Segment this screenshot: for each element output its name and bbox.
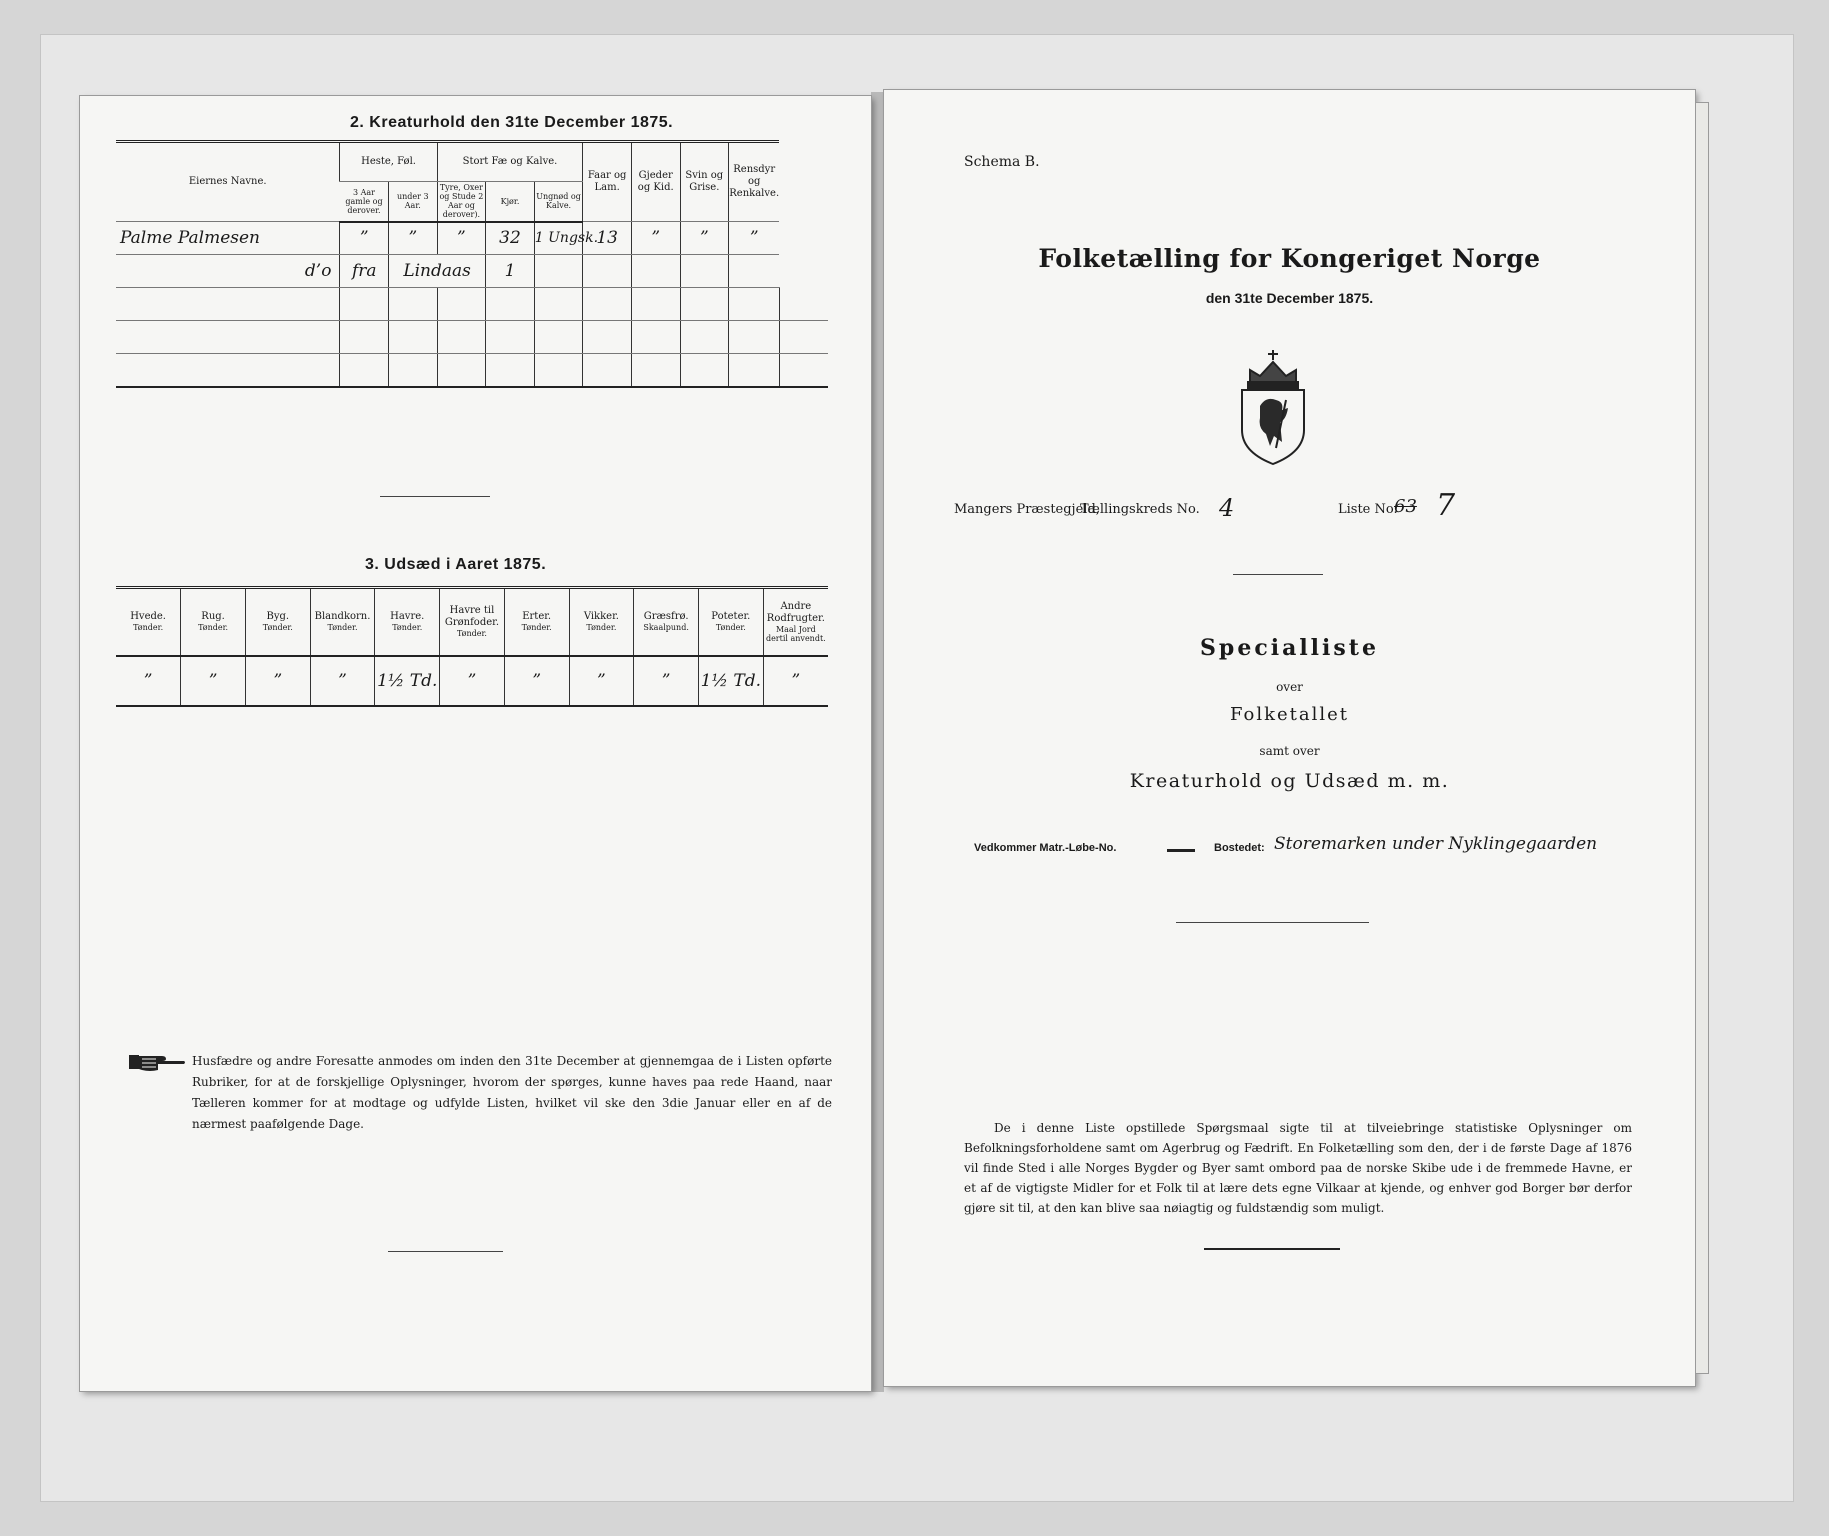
table-cell xyxy=(534,255,583,288)
page-title: Folketælling for Kongeriget Norge xyxy=(1038,244,1541,273)
cows-header: Kjør. xyxy=(486,182,535,222)
sowing-header-unit: Maal Jord dertil anvendt. xyxy=(765,624,826,643)
sowing-header xyxy=(763,588,828,656)
parish-label: Mangers Præstegjeld, xyxy=(954,502,1100,517)
owner-cell: d’o xyxy=(116,255,340,288)
table-cell: ” xyxy=(440,656,505,706)
census-date: den 31te December 1875. xyxy=(1205,290,1374,306)
matr-label: Vedkommer Matr.-Løbe-No. xyxy=(974,842,1117,854)
matr-dash xyxy=(1167,849,1195,852)
bulls-header: Tyre, Oxer og Stude 2 Aar og derover). xyxy=(437,182,486,222)
instructions-notice: Husfædre og andre Foresatte anmodes om inden den 31te December at gjennemgaa de i Listen opførte Rubriker, for at de forskjellige Oplysninger, hvorom der spørges, kunne haves paa rede Haand, naar Tælleren kommer for at modtage og udfylde Listen, hvilket vil ske den 3die Januar eller en af de nærmest paafølgende Dage. xyxy=(192,1054,832,1131)
sowing-header-unit: Tønder. xyxy=(456,629,487,639)
sowing-header-name: Havre. xyxy=(390,611,425,623)
sowing-section-title: 3. Udsæd i Aaret 1875. xyxy=(365,556,547,573)
sowing-header-name: Byg. xyxy=(266,611,290,623)
sowing-header-unit: Tønder. xyxy=(198,623,229,633)
sowing-header-name: Rug. xyxy=(201,611,225,623)
pointing-hand-icon xyxy=(128,1051,186,1073)
table-cell: ” xyxy=(763,656,828,706)
sowing-header-unit: Skaalpund. xyxy=(643,623,689,633)
sowing-header-name: Græsfrø. xyxy=(643,611,689,623)
sowing-table xyxy=(116,586,828,707)
divider xyxy=(1176,922,1369,923)
table-row xyxy=(116,222,828,255)
sowing-header-name: Blandkorn. xyxy=(314,611,371,623)
divider xyxy=(1204,1248,1340,1250)
cattle-header: Stort Fæ og Kalve. xyxy=(437,142,583,182)
sowing-header xyxy=(698,588,763,656)
district-label: Tællingskreds No. xyxy=(1080,502,1200,517)
table-cell: 13 xyxy=(583,222,632,255)
sowing-header xyxy=(569,588,634,656)
table-cell: 1½ Td. xyxy=(375,656,440,706)
table-cell: Lindaas xyxy=(389,255,486,288)
table-cell: 1 Ungsk. xyxy=(534,222,583,255)
sowing-header xyxy=(504,588,569,656)
sowing-header-name: Havre til Grønfoder. xyxy=(444,605,500,629)
list-value: 7 xyxy=(1436,488,1456,523)
sowing-header xyxy=(634,588,699,656)
sowing-header xyxy=(440,588,505,656)
table-cell: ” xyxy=(729,222,780,255)
table-cell: ” xyxy=(634,656,699,706)
pigs-header: Svin og Grise. xyxy=(680,142,729,222)
sowing-header-unit: Tønder. xyxy=(521,623,552,633)
sowing-header-name: Poteter. xyxy=(711,611,751,623)
table-cell: 32 xyxy=(486,222,535,255)
table-cell: ” xyxy=(569,656,634,706)
kreaturhold-heading: Kreaturhold og Udsæd m. m. xyxy=(1129,770,1450,792)
bosted-label: Bostedet: xyxy=(1214,842,1265,854)
divider xyxy=(1233,574,1323,575)
list-label: Liste No. xyxy=(1338,502,1398,517)
over-text: over xyxy=(1276,680,1303,694)
table-cell: fra xyxy=(340,255,389,288)
sowing-header-unit: Tønder. xyxy=(586,623,617,633)
table-cell xyxy=(729,255,780,288)
table-cell: ” xyxy=(116,656,181,706)
sowing-header xyxy=(245,588,310,656)
list-value-struck: 63 xyxy=(1394,496,1417,517)
table-row xyxy=(116,288,828,321)
purpose-paragraph: De i denne Liste opstillede Spørgsmaal sigte til at tilveiebringe statistiske Oplysninger om Befolkningsforholdene samt om Agerbrug og Fædrift. En Folketælling som den, der i de første Dage af 1876 vil finde Sted i alle Norges Bygder og Byer samt ombord paa de norske Skibe ude i de fremmede Havne, er et af de vigtigste Midler for et Folk til at lære dets egne Vilkaar at kjende, og enhver god Borger bør derfor gjøre sit til, at den kan blive saa nøiagtig og fuldstændig som muligt. xyxy=(964,1121,1632,1215)
owner-cell: Palme Palmesen xyxy=(116,222,340,255)
sowing-header xyxy=(181,588,246,656)
sowing-header-unit: Tønder. xyxy=(133,623,164,633)
sowing-header xyxy=(375,588,440,656)
sowing-header-name: Erter. xyxy=(522,611,552,623)
table-cell: ” xyxy=(437,222,486,255)
table-cell: ” xyxy=(340,222,389,255)
table-cell: 1½ Td. xyxy=(698,656,763,706)
schema-label: Schema B. xyxy=(964,154,1040,170)
table-cell: ” xyxy=(504,656,569,706)
table-cell: ” xyxy=(245,656,310,706)
horses-header: Heste, Føl. xyxy=(340,142,437,182)
sowing-header-name: Andre Rodfrugter. xyxy=(766,600,825,624)
calves-header: Ungnød og Kalve. xyxy=(534,182,583,222)
sowing-header-unit: Tønder. xyxy=(262,623,293,633)
specialliste-heading: Specialliste xyxy=(1200,635,1379,661)
table-cell xyxy=(680,255,729,288)
owner-header: Eiernes Navne. xyxy=(116,142,340,222)
sowing-header-name: Hvede. xyxy=(130,611,166,623)
divider xyxy=(388,1251,503,1252)
horses-adult-header: 3 Aar gamle og derover. xyxy=(340,182,389,222)
table-cell: ” xyxy=(389,222,438,255)
table-row xyxy=(116,656,828,706)
left-page xyxy=(80,96,871,1391)
district-value: 4 xyxy=(1219,494,1235,522)
sowing-header xyxy=(310,588,375,656)
divider xyxy=(380,496,490,497)
table-cell xyxy=(631,255,680,288)
sowing-header-unit: Tønder. xyxy=(715,623,746,633)
table-cell: ” xyxy=(631,222,680,255)
sowing-header-unit: Tønder. xyxy=(327,623,358,633)
table-cell: ” xyxy=(680,222,729,255)
right-page xyxy=(884,90,1695,1386)
sowing-header xyxy=(116,588,181,656)
table-cell: 1 xyxy=(486,255,535,288)
livestock-section-title: 2. Kreaturhold den 31te December 1875. xyxy=(350,114,674,131)
samt-over-text: samt over xyxy=(1259,744,1320,758)
reindeer-header: Rensdyr og Renkalve. xyxy=(729,142,780,222)
book-spine xyxy=(871,92,884,1392)
coat-of-arms-icon xyxy=(1236,348,1310,466)
horses-young-header: under 3 Aar. xyxy=(389,182,438,222)
table-cell xyxy=(583,255,632,288)
bosted-value: Storemarken under Nyklingegaarden xyxy=(1274,834,1598,854)
folketallet-heading: Folketallet xyxy=(1229,704,1350,725)
sowing-header-name: Vikker. xyxy=(583,611,619,623)
table-row xyxy=(116,255,828,288)
goats-header: Gjeder og Kid. xyxy=(631,142,680,222)
table-row xyxy=(116,321,828,354)
table-cell: ” xyxy=(310,656,375,706)
table-row xyxy=(116,354,828,387)
sowing-header-unit: Tønder. xyxy=(392,623,423,633)
table-cell: ” xyxy=(181,656,246,706)
livestock-table xyxy=(116,140,828,388)
sheep-header: Faar og Lam. xyxy=(583,142,632,222)
